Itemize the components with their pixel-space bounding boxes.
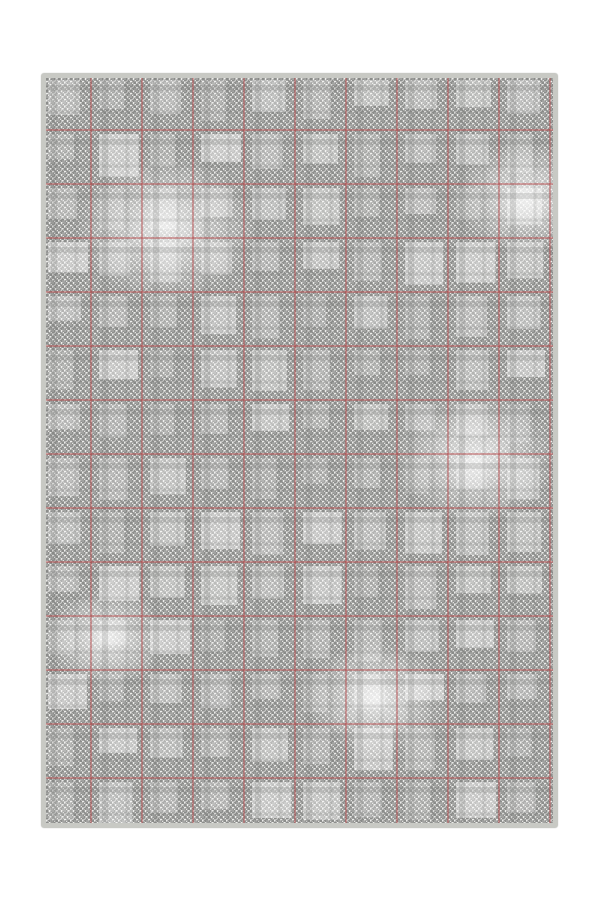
houndstooth-plaid-rug <box>41 73 558 828</box>
rug-pattern <box>46 78 553 823</box>
